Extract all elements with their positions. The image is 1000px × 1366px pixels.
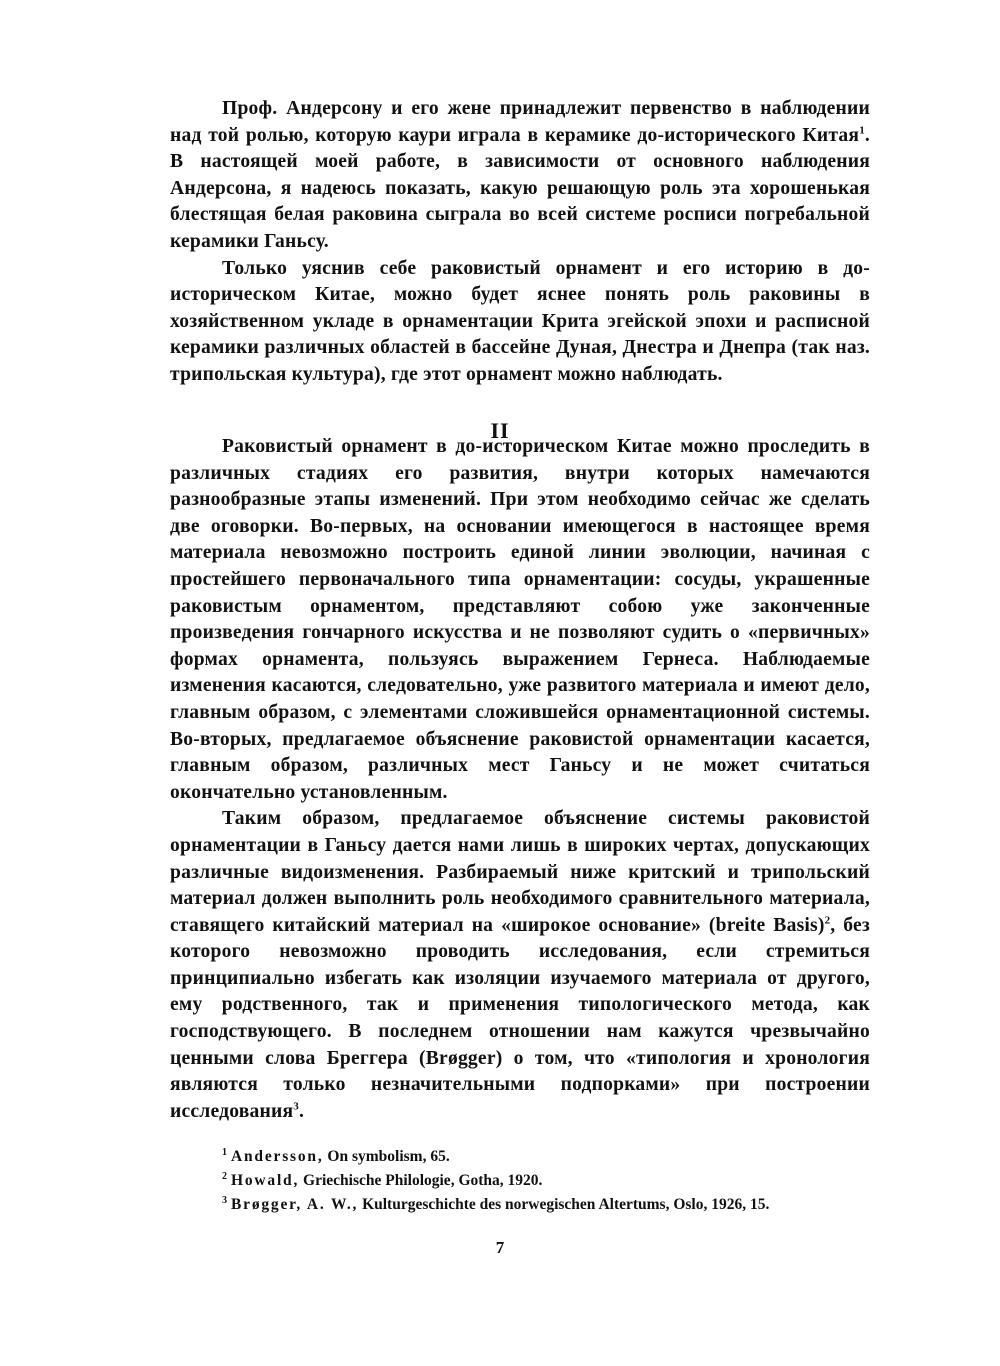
footnote-citation: Kulturgeschichte des norwegischen Altertums, Oslo, 1926, 15. [362, 1196, 770, 1213]
paragraph-text-end: . [299, 1100, 305, 1122]
footnotes [222, 1145, 872, 1217]
intro-text-block [170, 96, 870, 389]
footnote [222, 1193, 872, 1217]
footnote-author: Andersson, [231, 1148, 324, 1165]
footnote-mark: 1 [222, 1146, 227, 1158]
paragraph-text: Только уяснив себе раковистый орнамент и его историю в до-историческом Китае, можно будет яснее понять роль раковины в хозяйственном укладе в орнаментации Крита эгейской эпохи и расписной керамики различных областей в бассейне Дуная, Днестра и Днепра (так наз. трипольская культура), где этот орнамент можно наблюдать. [170, 257, 870, 385]
paragraph-text-continued: , без которого невозможно проводить исследования, если стремиться принципиально избегать как изоляции изучаемого материала от другого, ему родственного, так и применения типологического метода, как господствующего. В последнем отношении нам кажутся чрезвычайно ценными слова Бреггера (Brøgger) о том, что «типология и хронология являются только незначительными подпорками» при построении исследования [170, 914, 871, 1122]
footnote-citation: Griechische Philologie, Gotha, 1920. [303, 1172, 543, 1189]
paragraph-text: Проф. Андерсону и его жене принадлежит первенство в наблюдении над той ролью, которую каури играла в керамике до-исторического Китая [170, 98, 870, 146]
paragraph-andersson [170, 96, 870, 256]
paragraph-text-continued: . В настоящей моей работе, в зависимости от основного наблюдения Андерсона, я надеюсь показать, какую решающую роль эта хорошенькая блестящая белая раковина сыграла во всей системе росписи погребальной керамики Ганьсу. [170, 124, 870, 252]
footnote-reference[interactable]: 3 [293, 1100, 299, 1113]
paragraph-explanation [170, 806, 870, 1125]
footnote [222, 1145, 872, 1169]
footnote-reference[interactable]: 1 [859, 124, 865, 137]
section-text-block [170, 434, 870, 1125]
footnote-mark: 3 [222, 1194, 227, 1206]
paragraph-text: Таким образом, предлагаемое объяснение системы раковистой орнаментации в Ганьсу дается нами лишь в широких чертах, допускающих различные видоизменения. Разбираемый ниже критский и трипольский материал должен выполнить роль необходимого сравнительного материала, ставящего китайский материал на «широкое основание» (breite Basis) [170, 808, 870, 936]
footnote-reference[interactable]: 2 [824, 914, 831, 927]
footnote [222, 1169, 872, 1193]
footnote-citation: On symbolism, 65. [327, 1148, 450, 1165]
paragraph-ornament-history [170, 256, 870, 389]
footnote-mark: 2 [222, 1170, 227, 1182]
footnote-author: Brøgger, A. W., [231, 1196, 359, 1213]
paragraph-stages [170, 434, 870, 806]
section-heading: II [490, 418, 510, 443]
paragraph-text: Раковистый орнамент в до-историческом Китае можно проследить в различных стадиях его развития, внутри которых намечаются разнообразные этапы изменений. При этом необходимо сейчас же сделать две оговорки. Во-первых, на основании имеющегося в настоящее время материала невозможно построить единой линии эволюции, начиная с простейшего первоначального типа орнаментации: сосуды, украшенные раковистым орнаментом, представляют собою уже законченные произведения гончарного искусства и не позволяют судить о «первичных» формах орнамента, пользуясь выражением Гернеса. Наблюдаемые изменения касаются, следовательно, уже развитого материала и имеют дело, главным образом, с элементами сложившейся орнаментационной системы. Во-вторых, предлагаемое объяснение раковистой орнаментации касается, главным образом, различных мест Ганьсу и не может считаться окончательно установленным. [170, 436, 870, 803]
footnote-author: Howald, [231, 1172, 300, 1189]
page-number: 7 [495, 1238, 505, 1257]
